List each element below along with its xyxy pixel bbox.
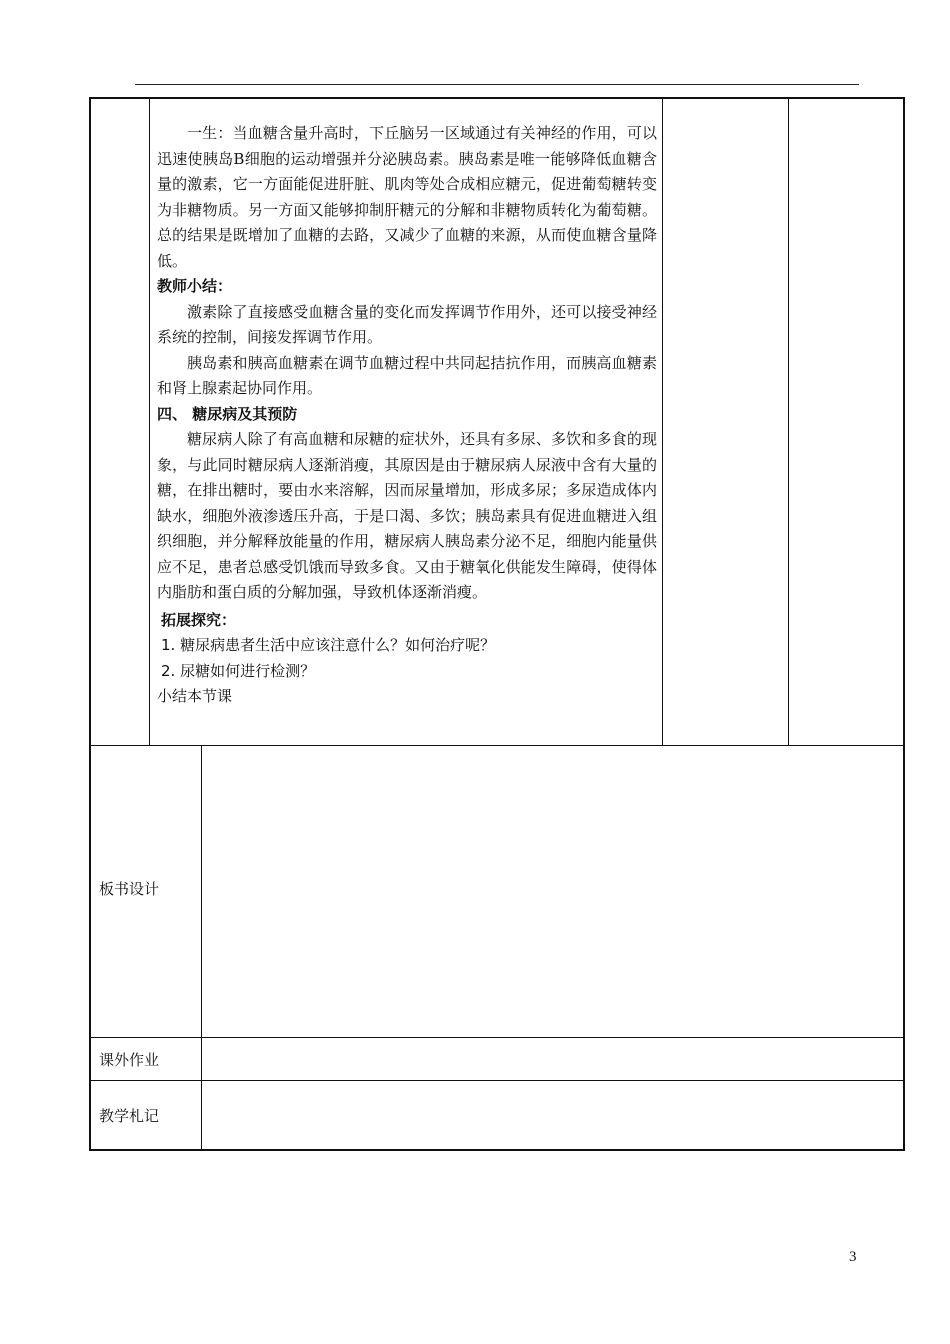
- teacher-summary-title: 教师小结：: [157, 277, 233, 295]
- question-2: 2. 尿糖如何进行检测？: [161, 661, 316, 680]
- col-divider-3: [788, 97, 789, 746]
- row-divider-3: [89, 1080, 905, 1081]
- diabetes-paragraph: 糖尿病人除了有高血糖和尿糖的症状外，还具有多尿、多饮和多食的现象，与此同时糖尿病人逐渐消瘦，其原因是由于糖尿病人尿液中含有大量的糖，在排出糖时，要由水来溶解，因而尿量增加，形成多尿；多尿造成体内缺水，细胞外液渗透压升高，于是口渴、多饮；胰岛素具有促进血糖进入组织细胞，并分解释放能量的作用，糖尿病人胰岛素分泌不足，细胞内能量供应不足，患者总感受饥饿而导致多食。又由于糖氧化供能发生障碍，使得体内脂肪和蛋白质的分解加强，导致机体逐渐消瘦。: [157, 430, 657, 601]
- header-rule: [135, 84, 859, 85]
- col-divider-2: [662, 97, 663, 746]
- section-4-title: 四、 糖尿病及其预防: [157, 404, 298, 423]
- paragraph-insulin: 一生：当血糖含量升高时，下丘脑另一区域通过有关神经的作用，可以迅速使胰岛B细胞的运动增强并分泌胰岛素。胰岛素是唯一能够降低血糖含量的激素，它一方面能促进肝脏、肌肉等处合成相应糖元，促进葡萄糖转变为非糖物质。另一方面又能够抑制肝糖元的分解和非糖物质转化为葡萄糖。总的结果是既增加了血糖的去路，又减少了血糖的来源，从而使血糖含量降低。: [157, 124, 657, 270]
- row-divider-1: [89, 745, 905, 746]
- question-1: 1. 糖尿病患者生活中应该注意什么？如何治疗呢？: [161, 636, 496, 654]
- label-col-divider: [201, 745, 202, 1151]
- homework-label: 课外作业: [99, 1051, 160, 1069]
- col-divider-1: [149, 97, 150, 746]
- summary-paragraph-1: 激素除了直接感受血糖含量的变化而发挥调节作用外，还可以接受神经系统的控制，间接发挥调节作用。: [157, 302, 657, 346]
- lesson-content: [157, 121, 657, 710]
- row-divider-2: [89, 1037, 905, 1038]
- closing-line: 小结本节课: [157, 687, 233, 705]
- teaching-notes-label: 教学札记: [99, 1107, 160, 1125]
- extension-title: 拓展探究：: [161, 610, 237, 629]
- board-design-label: 板书设计: [99, 880, 160, 898]
- summary-paragraph-2: 胰岛素和胰高血糖素在调节血糖过程中共同起拮抗作用，而胰高血糖素和肾上腺素起协同作用。: [157, 353, 657, 397]
- page-number: 3: [849, 1249, 857, 1265]
